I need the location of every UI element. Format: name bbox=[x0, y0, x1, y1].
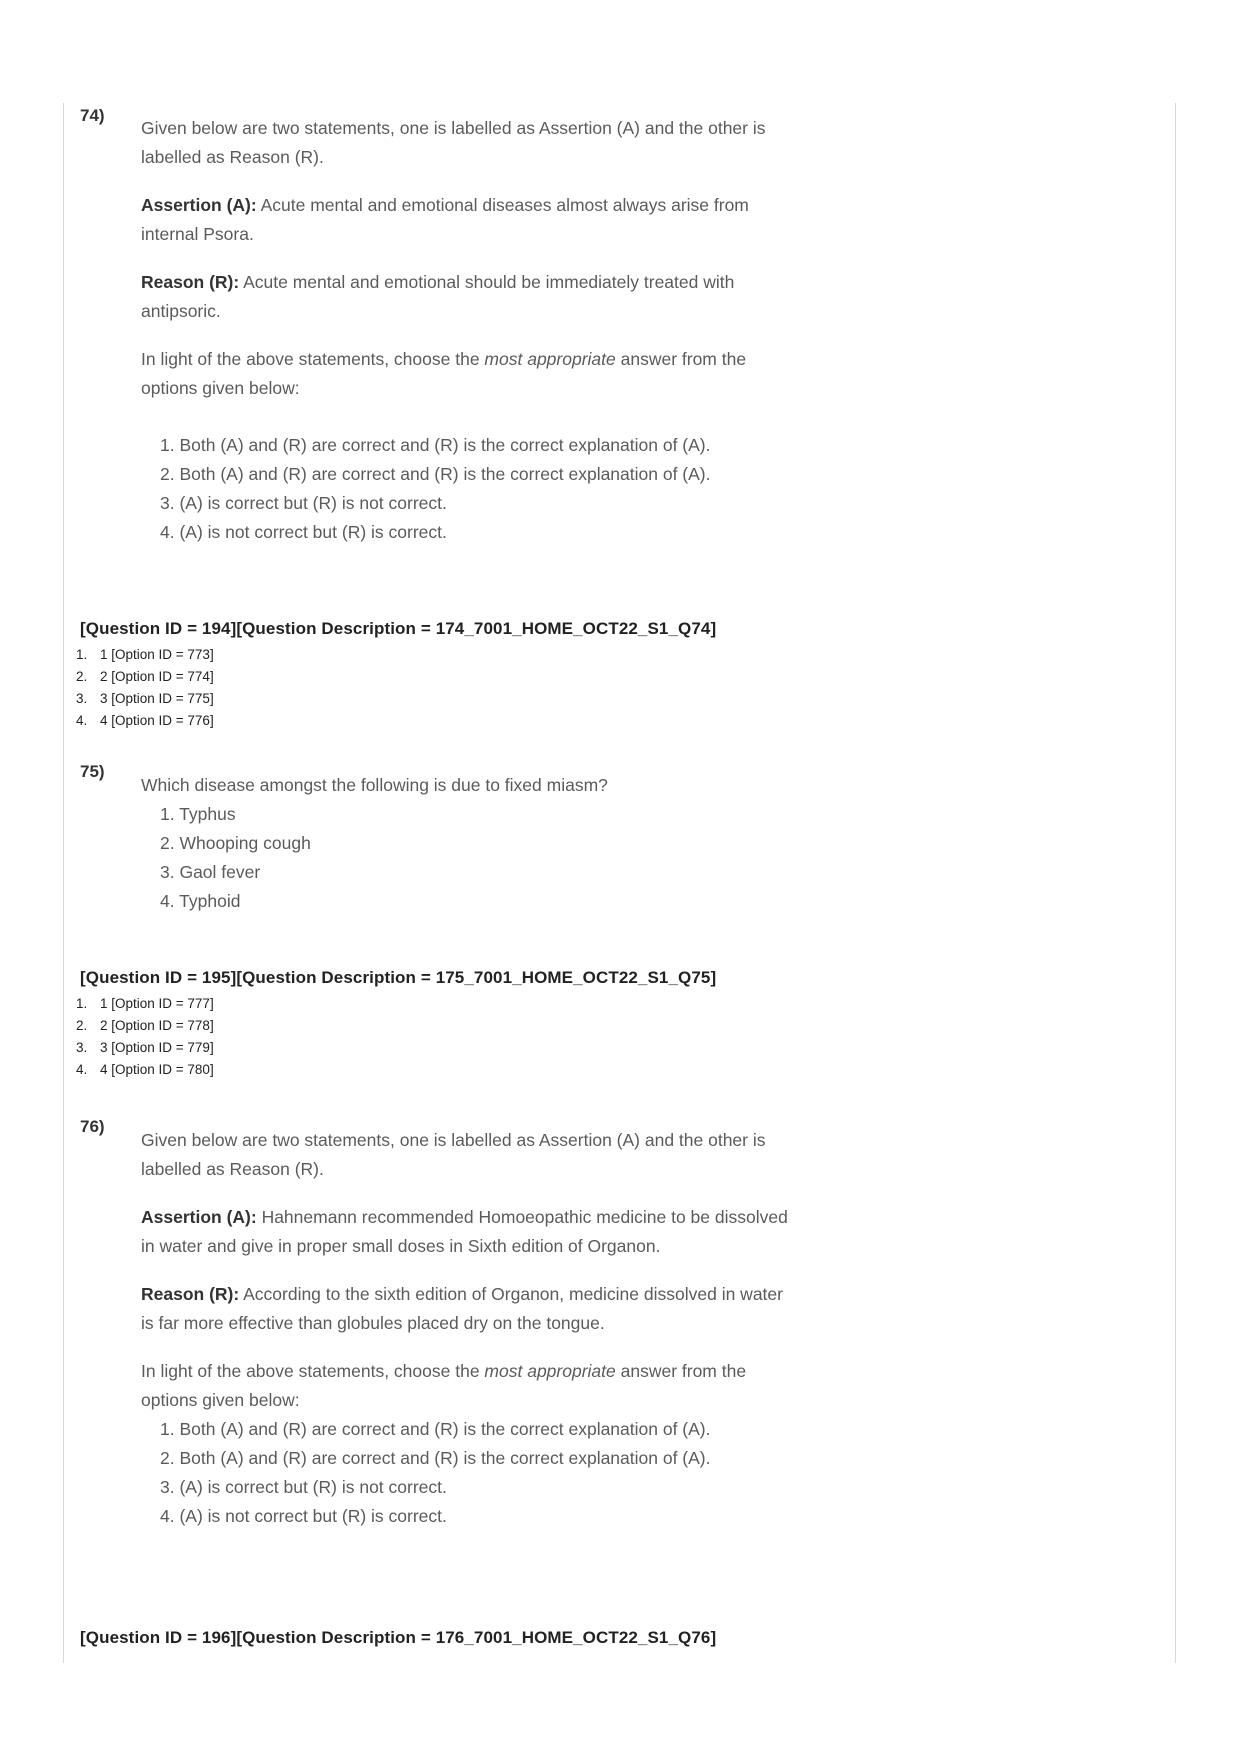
question-number: 74) bbox=[80, 106, 105, 125]
option-id-item: 2. 2 [Option ID = 778] bbox=[76, 1018, 214, 1033]
answer-option: 3. (A) is correct but (R) is not correct. bbox=[160, 493, 447, 513]
reason-statement bbox=[141, 1280, 791, 1338]
question-intro: Given below are two statements, one is labelled as Assertion (A) and the other is labelled as Reason (R). bbox=[141, 1130, 766, 1179]
reason-statement bbox=[141, 268, 791, 326]
answer-option: 2. Both (A) and (R) are correct and (R) is the correct explanation of (A). bbox=[160, 464, 711, 484]
answer-option: 3. (A) is correct but (R) is not correct. bbox=[160, 1477, 447, 1497]
question-body bbox=[141, 114, 791, 547]
instruction-text: In light of the above statements, choose the most appropriate answer from the options given below: bbox=[141, 349, 747, 398]
answer-option: 2. Both (A) and (R) are correct and (R) is the correct explanation of (A). bbox=[160, 1448, 711, 1468]
question-number: 76) bbox=[80, 1117, 105, 1136]
answer-option: 3. Gaol fever bbox=[160, 862, 261, 882]
question-body bbox=[141, 1126, 791, 1531]
question-text: Which disease amongst the following is due to fixed miasm? bbox=[141, 775, 608, 795]
answer-option: 1. Both (A) and (R) are correct and (R) is the correct explanation of (A). bbox=[160, 435, 711, 455]
answer-option: 1. Both (A) and (R) are correct and (R) is the correct explanation of (A). bbox=[160, 1419, 711, 1439]
option-id-item: 3. 3 [Option ID = 775] bbox=[76, 691, 214, 706]
assertion-statement bbox=[141, 191, 791, 249]
assertion-text: Hahnemann recommended Homoeopathic medicine to be dissolved in water and give in proper small doses in Sixth edition of Organon. bbox=[141, 1207, 788, 1256]
reason-text: According to the sixth edition of Organon, medicine dissolved in water is far more effective than globules placed dry on the tongue. bbox=[141, 1284, 783, 1333]
answer-option: 1. Typhus bbox=[160, 804, 236, 824]
answer-option: 4. (A) is not correct but (R) is correct. bbox=[160, 1506, 447, 1526]
reason-label: Reason (R): bbox=[141, 1284, 240, 1304]
assertion-statement bbox=[141, 1203, 791, 1261]
reason-text: Acute mental and emotional should be immediately treated with antipsoric. bbox=[141, 272, 735, 321]
assertion-label: Assertion (A): bbox=[141, 1207, 257, 1227]
option-id-item: 4. 4 [Option ID = 780] bbox=[76, 1062, 214, 1077]
instruction-emphasis: most appropriate bbox=[484, 349, 616, 369]
assertion-text: Acute mental and emotional diseases almost always arise from internal Psora. bbox=[141, 195, 749, 244]
question-number: 75) bbox=[80, 762, 105, 781]
answer-option: 4. Typhoid bbox=[160, 891, 241, 911]
option-id-list bbox=[76, 993, 214, 1081]
answer-options bbox=[141, 800, 791, 916]
option-id-item: 4. 4 [Option ID = 776] bbox=[76, 713, 214, 728]
answer-options bbox=[141, 431, 791, 547]
page-frame-right-border bbox=[1175, 103, 1176, 1663]
question-meta: [Question ID = 195][Question Description = 175_7001_HOME_OCT22_S1_Q75] bbox=[80, 968, 717, 987]
question-intro: Given below are two statements, one is labelled as Assertion (A) and the other is labelled as Reason (R). bbox=[141, 118, 766, 167]
option-id-item: 1. 1 [Option ID = 777] bbox=[76, 996, 214, 1011]
answer-option: 2. Whooping cough bbox=[160, 833, 311, 853]
answer-options bbox=[141, 1415, 791, 1531]
option-id-list bbox=[76, 644, 214, 732]
option-id-item: 1. 1 [Option ID = 773] bbox=[76, 647, 214, 662]
instruction-emphasis: most appropriate bbox=[484, 1361, 616, 1381]
page-frame-left-border bbox=[63, 103, 64, 1663]
question-body bbox=[141, 771, 791, 916]
assertion-label: Assertion (A): bbox=[141, 195, 257, 215]
option-id-item: 3. 3 [Option ID = 779] bbox=[76, 1040, 214, 1055]
option-id-item: 2. 2 [Option ID = 774] bbox=[76, 669, 214, 684]
answer-option: 4. (A) is not correct but (R) is correct. bbox=[160, 522, 447, 542]
instruction-text: In light of the above statements, choose the most appropriate answer from the options given below: bbox=[141, 1361, 747, 1410]
question-meta: [Question ID = 194][Question Description = 174_7001_HOME_OCT22_S1_Q74] bbox=[80, 619, 717, 638]
reason-label: Reason (R): bbox=[141, 272, 240, 292]
question-meta: [Question ID = 196][Question Description = 176_7001_HOME_OCT22_S1_Q76] bbox=[80, 1628, 717, 1647]
